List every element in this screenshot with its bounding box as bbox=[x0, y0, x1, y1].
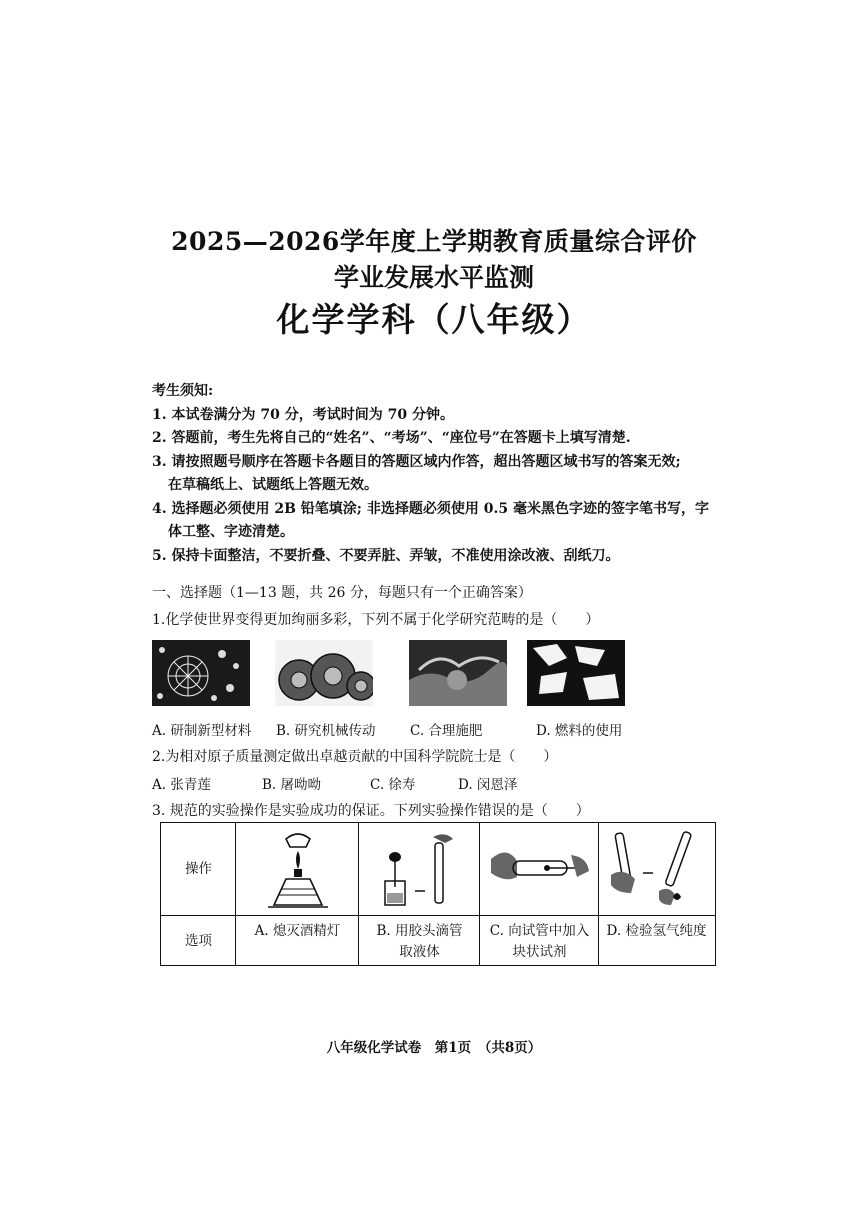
test-tube-block-icon bbox=[487, 837, 593, 897]
exam-title-subtitle: 学业发展水平监测 bbox=[333, 263, 534, 292]
row-label-operation: 操作 bbox=[185, 861, 212, 877]
option-c-label[interactable] bbox=[480, 921, 599, 963]
gear-transmission-photo bbox=[275, 640, 373, 706]
section-heading-choice: 一、选择题（1—13 题，共 26 分，每题只有一个正确答案） bbox=[152, 585, 532, 601]
notice-heading: 考生须知: bbox=[152, 383, 214, 399]
option-d-text: D. 检验氢气纯度 bbox=[606, 923, 707, 939]
question-2-stem: 2.为相对原子质量测定做出卓越贡献的中国科学院院士是（ ） bbox=[152, 749, 558, 765]
option-a-label[interactable] bbox=[236, 921, 359, 942]
notice-item: 2. 答题前，考生先将自己的“姓名”、“考场”、“座位号”在答题卡上填写清楚. bbox=[152, 430, 631, 446]
option-c[interactable]: C. 徐寿 bbox=[370, 777, 416, 793]
table-row-divider bbox=[161, 915, 715, 916]
option-b-label[interactable] bbox=[359, 921, 480, 963]
new-material-photo bbox=[152, 640, 250, 706]
question-1-stem: 1.化学使世界变得更加绚丽多彩，下列不属于化学研究范畴的是（ ） bbox=[152, 612, 600, 628]
option-c-text-line2: 块状试剂 bbox=[512, 944, 567, 960]
option-a[interactable]: A. 研制新型材料 bbox=[152, 723, 252, 739]
fertilizer-photo bbox=[409, 640, 507, 706]
option-c[interactable]: C. 合理施肥 bbox=[410, 723, 483, 739]
alcohol-lamp-icon bbox=[256, 829, 340, 911]
fuel-use-photo bbox=[527, 640, 625, 706]
notice-item: 3. 请按照题号顺序在答题卡各题目的答题区域内作答，超出答题区域书写的答案无效; bbox=[152, 453, 681, 470]
option-a-text: A. 熄灭酒精灯 bbox=[254, 923, 341, 939]
exam-title-subject: 化学学科（八年级） bbox=[276, 300, 592, 339]
option-b[interactable]: B. 屠呦呦 bbox=[262, 777, 322, 793]
option-d[interactable]: D. 闵恩泽 bbox=[458, 777, 518, 793]
option-a[interactable]: A. 张青莲 bbox=[152, 777, 211, 793]
notice-item: 在草稿纸上、试题纸上答题无效。 bbox=[168, 477, 378, 493]
option-b-text-line2: 取液体 bbox=[399, 944, 440, 960]
exam-title-year: 2025—2026学年度上学期教育质量综合评价 bbox=[171, 227, 697, 256]
notice-item: 1. 本试卷满分为 70 分，考试时间为 70 分钟。 bbox=[152, 406, 454, 423]
notice-item: 4. 选择题必须使用 2B 铅笔填涂; 非选择题必须使用 0.5 毫米黑色字迹的签字笔书写，字 bbox=[152, 500, 709, 517]
option-c-text-line1: C. 向试管中加入 bbox=[489, 923, 590, 939]
hydrogen-test-icon bbox=[605, 827, 709, 911]
candidate-notice bbox=[152, 380, 712, 568]
row-label-option: 选项 bbox=[185, 933, 212, 949]
notice-item: 体工整、字迹清楚。 bbox=[168, 524, 294, 540]
notice-item: 5. 保持卡面整洁，不要折叠、不要弄脏、弄皱，不准使用涂改液、刮纸刀。 bbox=[152, 547, 620, 564]
page-footer: 八年级化学试卷 第1页 （共8页） bbox=[326, 1040, 542, 1056]
option-b-text-line1: B. 用胶头滴管 bbox=[376, 923, 463, 939]
question-3-table bbox=[160, 822, 716, 966]
question-3-stem: 3. 规范的实验操作是实验成功的保证。下列实验操作错误的是（ ） bbox=[152, 803, 590, 819]
option-b[interactable]: B. 研究机械传动 bbox=[276, 723, 376, 739]
option-d[interactable]: D. 燃料的使用 bbox=[536, 723, 623, 739]
option-d-label[interactable] bbox=[599, 921, 714, 942]
dropper-icon bbox=[375, 829, 467, 911]
